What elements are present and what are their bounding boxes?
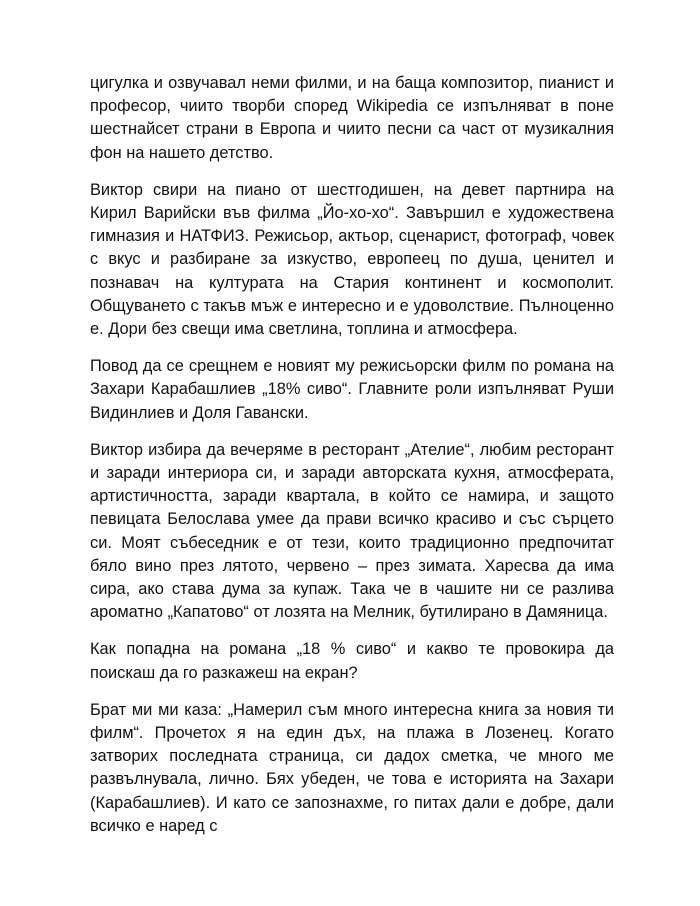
paragraph-1: цигулка и озвучавал неми филми, и на баща композитор, пианист и професор, чиито творби според Wikipedia се изпълняват в поне шестнайсет страни в Европа и чиито песни са част от музикалния фон на нашето детство. <box>90 74 614 162</box>
document-page <box>90 72 614 838</box>
paragraph-4: Виктор избира да вечеряме в ресторант „Ателие“, любим ресторант и заради интериора си, и заради авторската кухня, атмосферата, артистичността, заради квартала, в който се намира, и защото певицата Белослава умее да прави всичко красиво и със сърцето си. Моят събеседник е от тези, които традиционно предпочитат бяло вино през лятото, червено – през зимата. Харесва да има сира, ако става дума за купаж. Така че в чашите ни се разлива ароматно „Капатово“ от лозята на Мелник, бутилирано в Дамяница. <box>90 440 614 622</box>
answer-paragraph: Брат ми ми каза: „Намерил съм много интересна книга за новия ти филм“. Прочетох я на един дъх, на плажа в Лозенец. Когато затворих последната страница, си дадох сметка, че много ме развълнувала, лично. Бях убеден, че това е историята на Захари (Карабашлиев). И като се запознахме, го питах дали е добре, дали всичко е наред с <box>90 700 614 835</box>
question-paragraph: Как попадна на романа „18 % сиво“ и какво те провокира да поискаш да го разкажеш на екран? <box>90 640 614 682</box>
paragraph-3: Повод да се срещнем е новият му режисьорски филм по романа на Захари Карабашлиев „18% сиво“. Главните роли изпълняват Руши Видинлиев и Доля Гавански. <box>90 357 614 422</box>
paragraph-2: Виктор свири на пиано от шестгодишен, на девет партнира на Кирил Варийски във филма „Йо-хо-хо“. Завършил е художествена гимназия и НАТФИЗ. Режисьор, актьор, сценарист, фотограф, човек с вкус и разбиране за изкуство, европеец по душа, ценител и познавач на културата на Стария континент и космополит. Общуването с такъв мъж е интересно и е удоволствие. Пълноценно е. Дори без свещи има светлина, топлина и атмосфера. <box>90 180 614 339</box>
